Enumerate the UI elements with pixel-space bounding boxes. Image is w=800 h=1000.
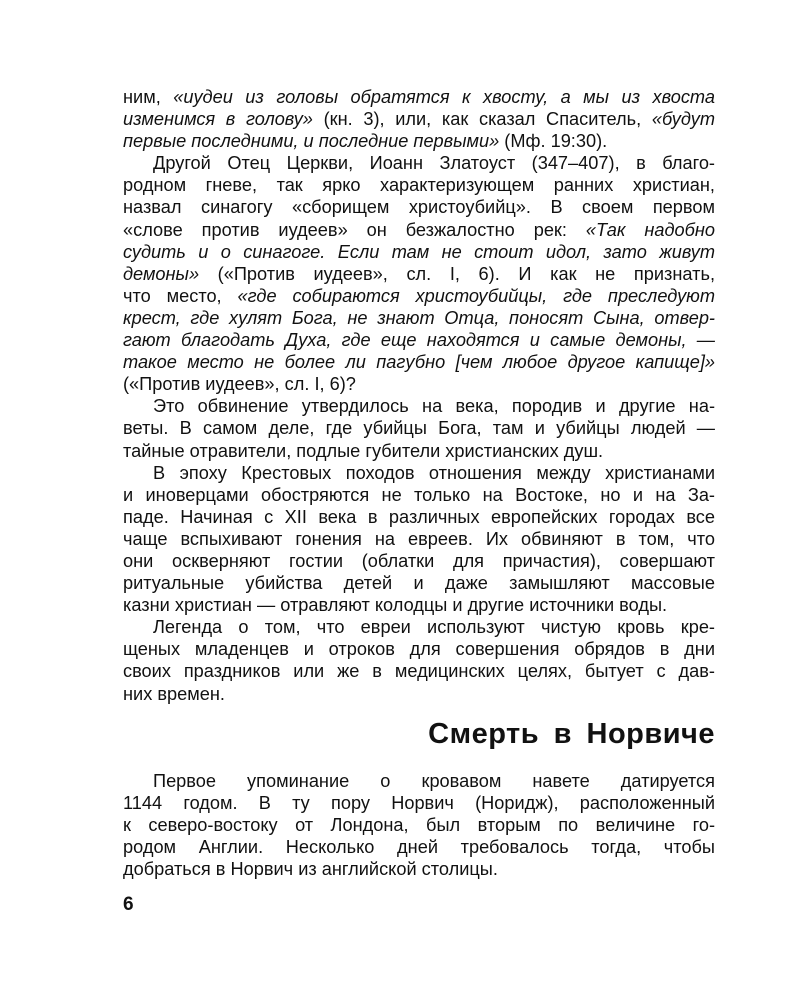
text-line	[123, 616, 715, 638]
italic-quote: «будут	[651, 109, 715, 130]
text-line	[123, 506, 715, 528]
text-span: Другой Отец Церкви, Иоанн Златоуст (347–407), в благо-	[153, 153, 715, 174]
text-line	[123, 594, 715, 616]
text-span: («Против иудеев», сл. I, 6)?	[123, 374, 356, 395]
text-span: (кн. 3), или, как сказал Спаситель,	[312, 109, 652, 130]
text-span: к северо-востоку от Лондона, был вторым по величине го-	[123, 815, 715, 836]
text-line	[123, 307, 715, 329]
italic-quote: крест, где хулят Бога, не знают Отца, поносят Сына, отвер-	[123, 307, 715, 328]
text-line	[123, 836, 715, 858]
text-span: ритуальные убийства детей и даже замышляют массовые	[123, 573, 715, 594]
italic-quote: такое место не более ли пагубно [чем любое другое капище]»	[123, 352, 715, 373]
text-span: тайные отравители, подлые губители христианских душ.	[123, 440, 604, 461]
text-span: своих праздников или же в медицинских целях, бытует с дав-	[123, 661, 715, 682]
text-span: Легенда о том, что евреи используют чистую кровь кре-	[153, 617, 715, 638]
text-line	[123, 329, 715, 351]
text-span: что место,	[123, 285, 238, 306]
text-span: В эпоху Крестовых походов отношения между христианами	[153, 462, 715, 483]
italic-quote: судить и о синагоге. Если там не стоит идол, зато живут	[123, 241, 715, 262]
text-line	[123, 417, 715, 439]
text-line	[123, 351, 715, 373]
text-span: щеных младенцев и отроков для совершения обрядов в дни	[123, 639, 715, 660]
text-line	[123, 108, 715, 130]
text-line	[123, 174, 715, 196]
text-line	[123, 373, 715, 395]
text-line	[123, 241, 715, 263]
italic-quote: гают благодать Духа, где еще находятся и самые демоны, —	[123, 330, 715, 351]
text-line	[123, 770, 715, 792]
text-line	[123, 572, 715, 594]
text-line	[123, 285, 715, 307]
text-span: («Против иудеев», сл. I, 6). И как не признать,	[199, 263, 715, 284]
text-span: родом Англии. Несколько дней требовалось тогда, чтобы	[123, 837, 715, 858]
text-span: паде. Начиная с XII века в различных европейских городах все	[123, 506, 715, 527]
text-line	[123, 484, 715, 506]
text-line	[123, 858, 715, 880]
text-line	[123, 550, 715, 572]
text-span: родном гневе, так ярко характеризующем ранних христиан,	[123, 175, 715, 196]
text-line	[123, 638, 715, 660]
italic-quote: первые последними, и последние первыми»	[123, 131, 500, 152]
text-span: назвал синагогу «сборищем христоубийц». В своем первом	[123, 197, 715, 218]
text-span: казни христиан — отравляют колодцы и другие источники воды.	[123, 595, 668, 616]
text-span: ним,	[123, 87, 174, 107]
text-span: Это обвинение утвердилось на века, породив и другие на-	[153, 396, 715, 417]
text-span: «слове против иудеев» он безжалостно рек:	[123, 219, 586, 240]
text-span: Первое упоминание о кровавом навете датируется	[153, 771, 715, 791]
text-span: и иноверцами обостряются не только на Востоке, но и на За-	[123, 484, 715, 505]
text-line	[123, 440, 715, 462]
italic-quote: изменимся в голову»	[123, 109, 313, 130]
text-line	[123, 814, 715, 836]
text-span: них времен.	[123, 683, 225, 704]
text-line	[123, 263, 715, 285]
text-span: 1144 годом. В ту пору Норвич (Нoридж), расположенный	[123, 793, 715, 814]
page-number: 6	[123, 894, 134, 915]
text-line	[123, 792, 715, 814]
text-line	[123, 219, 715, 241]
body-text	[123, 86, 715, 705]
text-line	[123, 130, 715, 152]
section-heading: Смерть в Норвиче	[428, 718, 715, 750]
italic-quote: «иудеи из головы обратятся к хвосту, а мы из хвоста	[173, 87, 715, 107]
text-line	[123, 86, 715, 108]
text-span: веты. В самом деле, где убийцы Бога, там и убийцы людей —	[123, 418, 715, 439]
text-line	[123, 660, 715, 682]
text-line	[123, 152, 715, 174]
italic-quote: «где собираются христоубийцы, где преследуют	[237, 285, 715, 306]
text-span: они оскверняют гостии (облатки для причастия), совершают	[123, 550, 715, 571]
text-line	[123, 395, 715, 417]
text-line	[123, 462, 715, 484]
italic-quote: «Так надобно	[585, 219, 715, 240]
italic-quote: демоны»	[123, 263, 200, 284]
text-span: добраться в Норвич из английской столицы.	[123, 859, 498, 880]
text-line	[123, 196, 715, 218]
section-text	[123, 770, 715, 880]
text-line	[123, 528, 715, 550]
text-line	[123, 683, 715, 705]
text-span: (Мф. 19:30).	[499, 131, 608, 152]
text-span: чаще вспыхивают гонения на евреев. Их обвиняют в том, что	[123, 528, 715, 549]
